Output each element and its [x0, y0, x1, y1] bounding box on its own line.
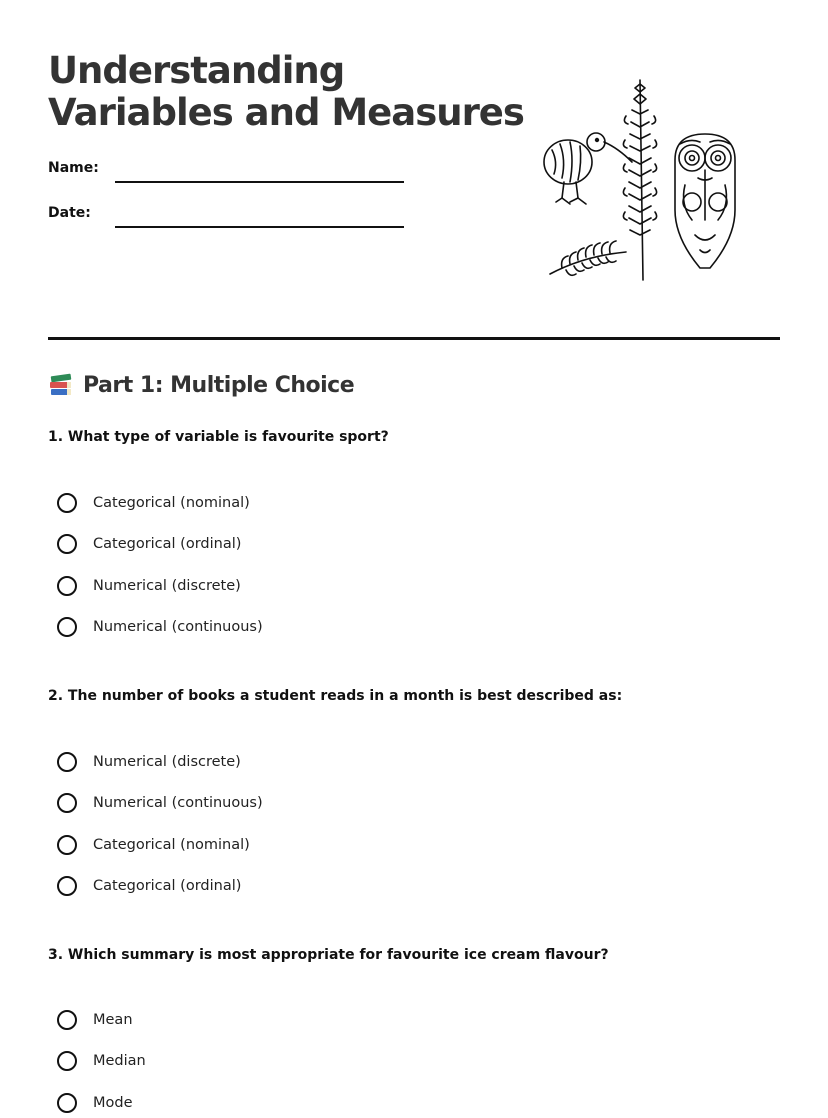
radio-button[interactable]	[57, 576, 77, 596]
radio-button[interactable]	[57, 793, 77, 813]
section-divider	[48, 337, 780, 340]
flax-icon	[623, 80, 656, 280]
part-1-title: Part 1: Multiple Choice	[83, 372, 355, 398]
radio-button[interactable]	[57, 617, 77, 637]
question-2: 2. The number of books a student reads in a month is best described as:	[48, 688, 623, 704]
q1-option-1[interactable]: Categorical (nominal)	[57, 493, 250, 513]
q1-option-3[interactable]: Numerical (discrete)	[57, 576, 241, 596]
name-label: Name:	[48, 160, 99, 176]
q3-option-2[interactable]: Median	[57, 1051, 146, 1071]
question-3: 3. Which summary is most appropriate for favourite ice cream flavour?	[48, 947, 609, 963]
title-line-1: Understanding	[48, 49, 345, 92]
radio-button[interactable]	[57, 493, 77, 513]
page-title	[48, 50, 524, 134]
radio-button[interactable]	[57, 1010, 77, 1030]
books-icon	[48, 372, 74, 398]
kiwi-fern-flax-tiki-illustration	[540, 70, 760, 290]
kiwi-icon	[544, 133, 632, 204]
question-1: 1. What type of variable is favourite sport?	[48, 429, 389, 445]
part-1-heading	[48, 372, 354, 398]
date-field[interactable]	[115, 226, 404, 228]
radio-button[interactable]	[57, 752, 77, 772]
radio-button[interactable]	[57, 876, 77, 896]
q1-option-2[interactable]: Categorical (ordinal)	[57, 534, 241, 554]
name-field[interactable]	[115, 181, 404, 183]
radio-button[interactable]	[57, 1051, 77, 1071]
fern-icon	[550, 241, 626, 275]
radio-button[interactable]	[57, 835, 77, 855]
q3-option-3[interactable]: Mode	[57, 1093, 133, 1113]
q2-option-3[interactable]: Categorical (nominal)	[57, 835, 250, 855]
q2-option-4[interactable]: Categorical (ordinal)	[57, 876, 241, 896]
q2-option-2[interactable]: Numerical (continuous)	[57, 793, 263, 813]
date-label: Date:	[48, 205, 91, 221]
title-line-2: Variables and Measures	[48, 91, 524, 134]
radio-button[interactable]	[57, 1093, 77, 1113]
radio-button[interactable]	[57, 534, 77, 554]
q1-option-4[interactable]: Numerical (continuous)	[57, 617, 263, 637]
q2-option-1[interactable]: Numerical (discrete)	[57, 752, 241, 772]
tiki-carving-icon	[675, 134, 735, 268]
q3-option-1[interactable]: Mean	[57, 1010, 133, 1030]
